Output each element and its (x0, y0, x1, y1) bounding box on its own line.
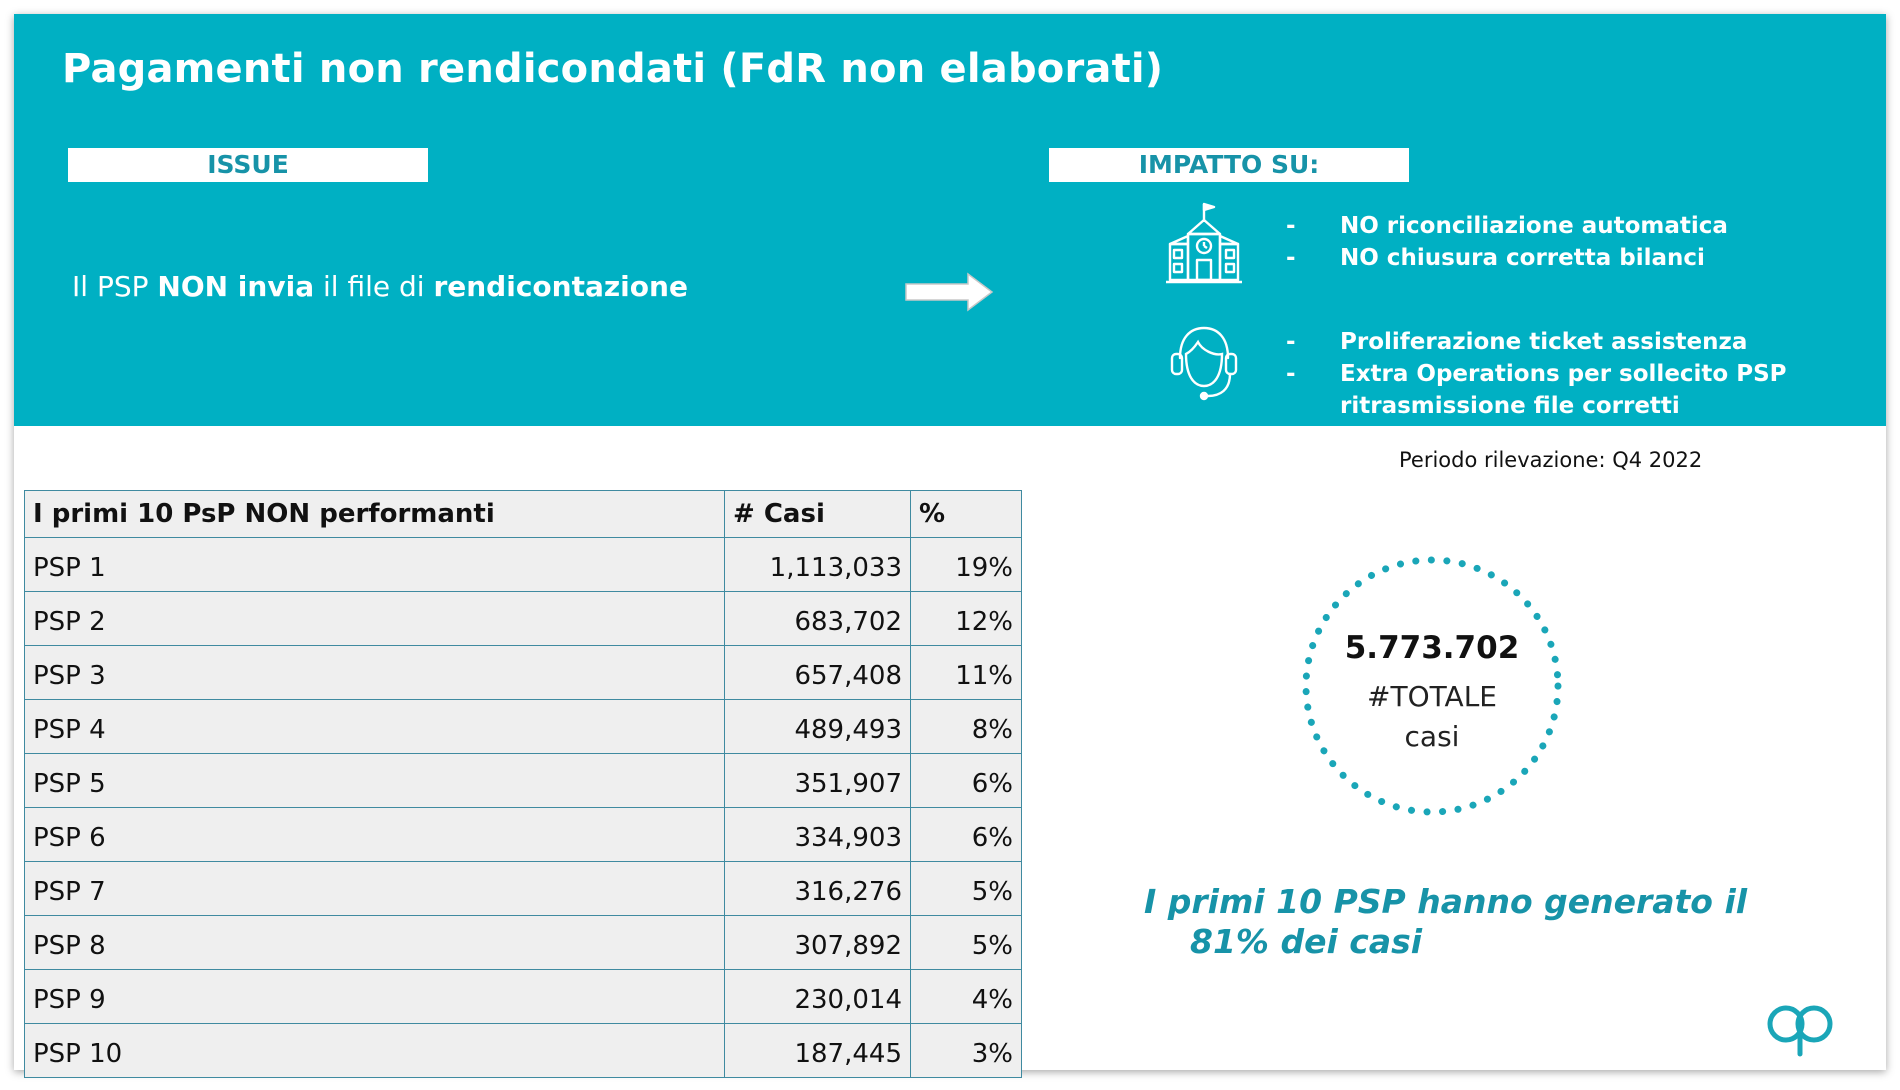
impact-bullet-continuation: ritrasmissione file corretti (1340, 393, 1680, 419)
cases-cell: 351,907 (725, 754, 911, 808)
psp-name-cell: PSP 2 (25, 592, 725, 646)
psp-name-cell: PSP 6 (25, 808, 725, 862)
issue-text-part: il file di (314, 270, 434, 303)
impact-group-1 (1282, 210, 1728, 274)
total-cases-number: 5.773.702 (1344, 630, 1520, 666)
issue-text-part: Il PSP (72, 270, 158, 303)
page-title: Pagamenti non rendicondati (FdR non elaborati) (62, 46, 1164, 92)
header-band (14, 14, 1886, 426)
percent-cell: 12% (911, 592, 1022, 646)
table-row (25, 538, 1022, 592)
percent-cell: 5% (911, 862, 1022, 916)
cases-cell: 316,276 (725, 862, 911, 916)
percent-cell: 8% (911, 700, 1022, 754)
percent-cell: 6% (911, 754, 1022, 808)
impact-bullet-text: NO chiusura corretta bilanci (1340, 245, 1705, 271)
psp-name-cell: PSP 8 (25, 916, 725, 970)
column-header-name: I primi 10 PsP NON performanti (25, 491, 725, 538)
cases-cell: 230,014 (725, 970, 911, 1024)
impact-tag: IMPATTO SU: (1049, 148, 1409, 182)
psp-name-cell: PSP 7 (25, 862, 725, 916)
cases-cell: 489,493 (725, 700, 911, 754)
impact-bullet-text: NO riconciliazione automatica (1340, 213, 1728, 239)
percent-cell: 11% (911, 646, 1022, 700)
impact-bullet (1282, 358, 1787, 390)
psp-name-cell: PSP 5 (25, 754, 725, 808)
pagopa-logo-icon (1764, 998, 1840, 1058)
issue-text-emphasis: rendicontazione (433, 270, 688, 303)
slide (14, 14, 1886, 1070)
total-label: #TOTALE (1367, 680, 1497, 713)
conclusion-line-2: 81% dei casi (1190, 922, 1423, 961)
conclusion-line-1: I primi 10 PSP hanno generato il (1144, 882, 1748, 921)
psp-name-cell: PSP 3 (25, 646, 725, 700)
period-label: Periodo rilevazione: Q4 2022 (1399, 448, 1703, 472)
cases-cell: 307,892 (725, 916, 911, 970)
issue-tag: ISSUE (68, 148, 428, 182)
right-arrow-icon (904, 272, 994, 312)
percent-cell: 19% (911, 538, 1022, 592)
cases-cell: 334,903 (725, 808, 911, 862)
table-row (25, 1024, 1022, 1078)
bullet-dash: - (1286, 361, 1296, 387)
psp-name-cell: PSP 1 (25, 538, 725, 592)
impact-group-2 (1282, 326, 1787, 422)
issue-text-emphasis: NON invia (157, 270, 315, 303)
impact-bullet (1282, 210, 1728, 242)
bullet-dash: - (1286, 213, 1296, 239)
table-row (25, 646, 1022, 700)
issue-statement (72, 270, 688, 303)
total-unit: casi (1404, 720, 1460, 753)
psp-name-cell: PSP 10 (25, 1024, 725, 1078)
column-header-percent: % (911, 491, 1022, 538)
conclusion-text (1144, 882, 1747, 962)
table-header-row (25, 491, 1022, 538)
psp-table (24, 490, 1022, 1078)
cases-cell: 683,702 (725, 592, 911, 646)
cases-cell: 187,445 (725, 1024, 911, 1078)
impact-bullet-text: Proliferazione ticket assistenza (1340, 329, 1748, 355)
column-header-cases: # Casi (725, 491, 911, 538)
cases-cell: 1,113,033 (725, 538, 911, 592)
table-row (25, 970, 1022, 1024)
table-row (25, 862, 1022, 916)
table-row (25, 916, 1022, 970)
psp-name-cell: PSP 9 (25, 970, 725, 1024)
percent-cell: 4% (911, 970, 1022, 1024)
impact-bullet-text: Extra Operations per sollecito PSP (1340, 361, 1787, 387)
table-row (25, 808, 1022, 862)
table-row (25, 592, 1022, 646)
cases-cell: 657,408 (725, 646, 911, 700)
headset-operator-icon (1164, 316, 1244, 406)
bullet-dash: - (1286, 245, 1296, 271)
table-row (25, 754, 1022, 808)
table-row (25, 700, 1022, 754)
percent-cell: 5% (911, 916, 1022, 970)
impact-bullet (1282, 326, 1787, 358)
school-building-icon (1164, 200, 1244, 290)
bullet-dash: - (1286, 329, 1296, 355)
percent-cell: 6% (911, 808, 1022, 862)
impact-bullet (1282, 242, 1728, 274)
percent-cell: 3% (911, 1024, 1022, 1078)
psp-name-cell: PSP 4 (25, 700, 725, 754)
